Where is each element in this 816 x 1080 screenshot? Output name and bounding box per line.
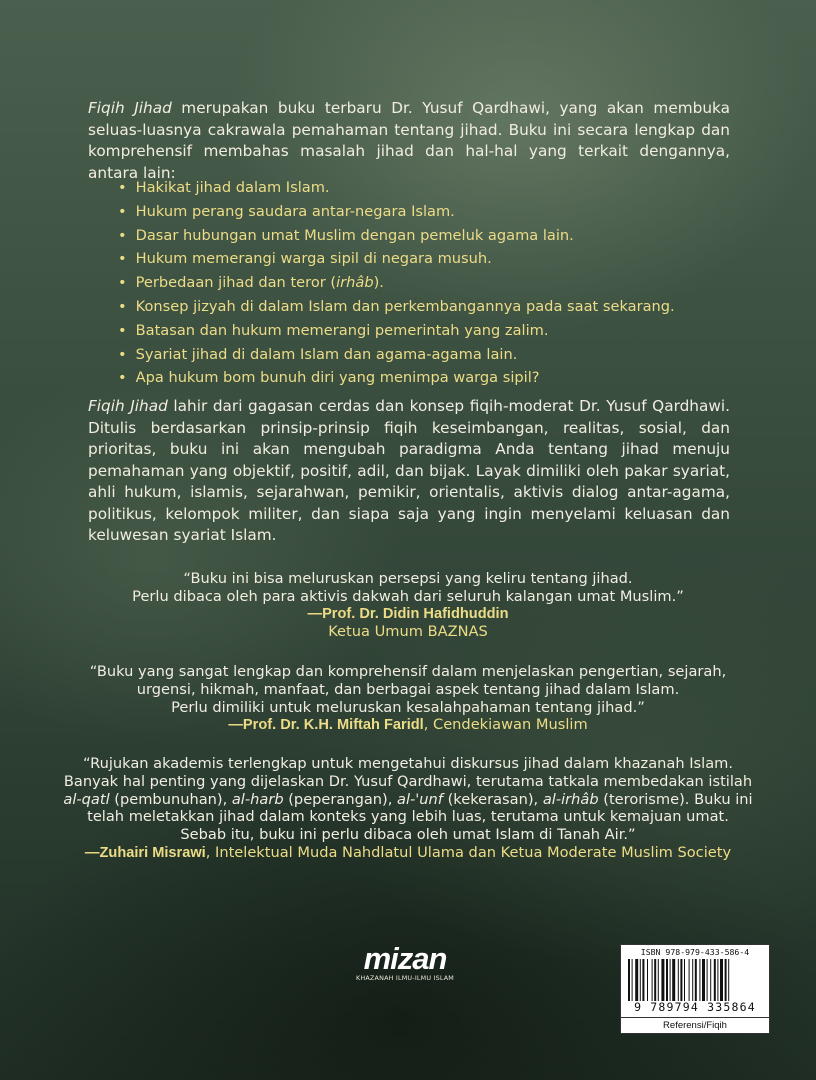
isbn-text: ISBN 978-979-433-586-4 [640,947,750,957]
bullet-icon: • [118,250,127,268]
publisher-tagline: KHAZANAH ILMU-ILMU ISLAM [355,974,455,982]
quote-author-role: , Intelektual Muda Nahdlatul Ulama dan Ketua Moderate Muslim Society [205,843,732,861]
quote-line: Sebab itu, buku ini perlu dibaca oleh umat Islam di Tanah Air.” [180,826,636,844]
endorsement-quote-3 [60,755,756,863]
list-item: • Hukum memerangi warga sipil di negara musuh. [118,250,492,268]
list-item: • Apa hukum bom bunuh diri yang menimpa warga sipil? [118,369,540,387]
list-item: • Konsep jizyah di dalam Islam dan perkembangannya pada saat sekarang. [118,297,675,315]
list-item: • Batasan dan hukum memerangi pemerintah yang zalim. [118,321,549,339]
intro-text: merupakan buku terbaru Dr. Yusuf Qardhawi, yang akan membuka seluas-luasnya cakrawala pemahaman tentang jihad. Buku ini secara lengkap dan komprehensif membahas masalah jihad dan hal-hal yang terkait dengannya, antara lain: [88,99,730,182]
bullet-icon: • [118,297,127,315]
quote-line: “Buku ini bisa meluruskan persepsi yang keliru tentang jihad. [183,570,633,587]
category-label: Referensi/Fiqih [621,1017,769,1033]
quote-line: “Rujukan akademis terlengkap untuk mengetahui diskursus jihad dalam khazanah Islam. [82,755,734,772]
quote-line: “Buku yang sangat lengkap dan komprehensif dalam menjelaskan pengertian, sejarah, [89,663,727,680]
publisher-logo [340,941,470,982]
bullet-icon: • [118,274,127,292]
endorsement-quote-1 [60,570,756,641]
bullet-icon: • [118,226,127,244]
quote-author-role: , Cendekiawan Muslim [423,716,588,734]
bullet-icon: • [118,202,127,220]
list-item: • Syariat jihad di dalam Islam dan agama-agama lain. [118,345,518,363]
list-item: • Perbedaan jihad dan teror (irhâb). [118,274,384,292]
barcode-icon [626,959,764,1001]
list-item: • Dasar hubungan umat Muslim dengan pemeluk agama lain. [118,226,574,244]
quote-line: Banyak hal penting yang dijelaskan Dr. Yusuf Qardhawi, terutama tatkala membedakan istilah [63,772,753,790]
quote-line: Perlu dimiliki untuk meluruskan kesalahpahaman tentang jihad.” [171,698,645,716]
quote-line: telah meletakkan jihad dalam konteks yang lebih luas, terutama untuk kemajuan umat. [87,808,729,826]
description-text: lahir dari gagasan cerdas dan konsep fiqih-moderat Dr. Yusuf Qardhawi. Ditulis berdasarkan prinsip-prinsip fiqih keseimbangan, realitas, sosial, dan prioritas, buku ini akan mengubah paradigma Anda tentang jihad menuju pemahaman yang objektif, positif, adil, dan bijak. Layak dimiliki oleh pakar syariat, ahli hukum, islamis, sejarahwan, pemikir, orientalis, aktivis dialog antar-agama, politikus, kelompok militer, dan siapa saja yang ingin menyelami keluasan dan keluwesan syariat Islam. [88,397,730,544]
isbn-barcode-box [620,944,770,1034]
description-paragraph [88,396,730,547]
list-item: • Hukum perang saudara antar-negara Islam. [118,202,455,220]
list-item: • Hakikat jihad dalam Islam. [118,179,330,196]
endorsement-quote-2 [60,663,756,735]
quote-author: —Prof. Dr. K.H. Miftah Faridl [228,717,424,734]
barcode-number: 9 789794 335864 [634,1000,756,1014]
bullet-icon: • [118,321,127,339]
topic-list [118,176,675,390]
bullet-icon: • [118,179,127,196]
intro-paragraph [88,98,730,184]
quote-author-role: Ketua Umum BAZNAS [328,623,488,641]
quote-line: Perlu dibaca oleh para aktivis dakwah dari seluruh kalangan umat Muslim.” [132,587,684,605]
quote-author: —Prof. Dr. Didin Hafidhuddin [307,605,509,622]
quote-line: urgensi, hikmah, manfaat, dan berbagai aspek tentang jihad dalam Islam. [136,680,680,698]
book-title-italic: Fiqih Jihad [88,397,168,415]
book-title-italic: Fiqih Jihad [88,99,172,117]
quote-author: —Zuhairi Misrawi [84,844,206,861]
bullet-icon: • [118,345,127,363]
quote-line: al-qatl (pembunuhan), al-harb (peperangan), al-'unf (kekerasan), al-irhâb (terorisme). Buku ini [63,790,753,808]
bullet-icon: • [118,369,127,387]
publisher-name: mizan [363,941,447,976]
